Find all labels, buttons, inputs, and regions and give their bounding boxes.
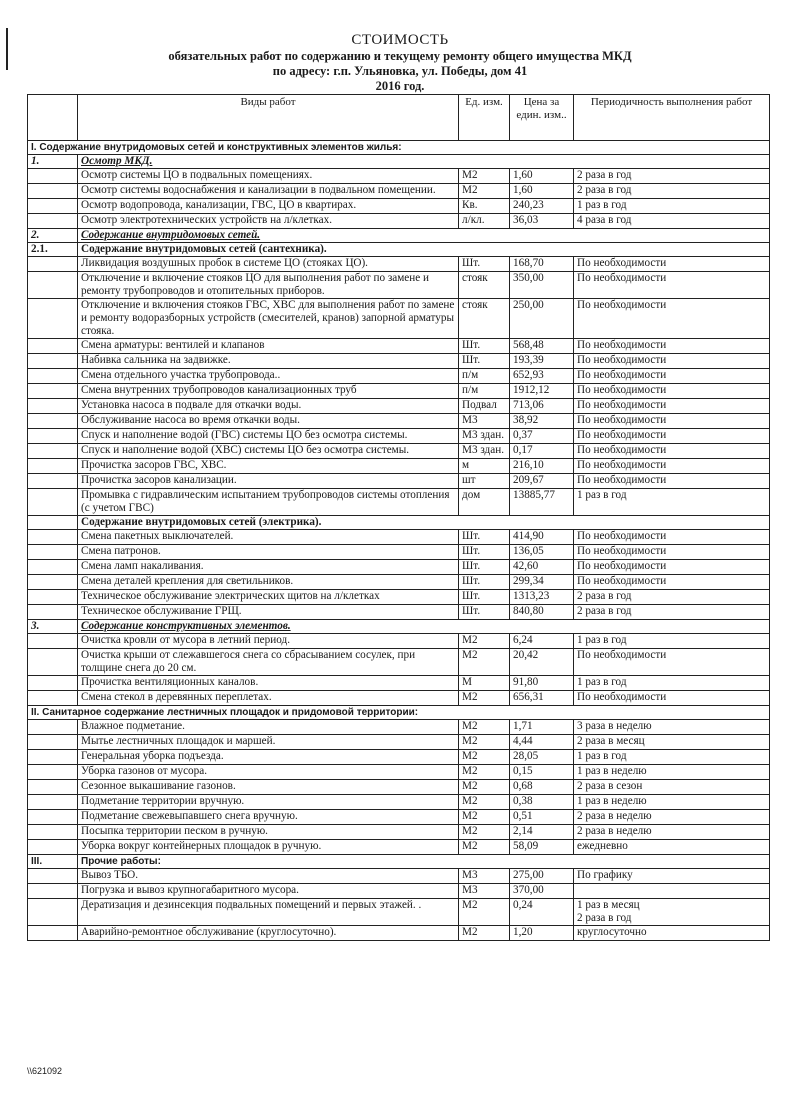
row-number: [28, 765, 78, 780]
work-price: 209,67: [510, 474, 574, 489]
section-title: II. Санитарное содержание лестничных площадок и придомовой территории:: [28, 706, 770, 720]
work-unit: М2: [459, 765, 510, 780]
work-unit: Подвал: [459, 399, 510, 414]
work-name: Смена внутренних трубопроводов канализационных труб: [78, 384, 459, 399]
work-period: круглосуточно: [574, 926, 770, 941]
table-row: [28, 414, 770, 429]
work-price: 656,31: [510, 691, 574, 706]
work-unit: п/м: [459, 369, 510, 384]
work-unit: М2: [459, 649, 510, 676]
work-price: 713,06: [510, 399, 574, 414]
work-period: 3 раза в неделю: [574, 720, 770, 735]
work-name: Установка насоса в подвале для откачки воды.: [78, 399, 459, 414]
row-number: [28, 399, 78, 414]
table-row: [28, 474, 770, 489]
work-price: 350,00: [510, 272, 574, 299]
work-name: Отключение и включения стояков ГВС, ХВС для выполнения работ по замене и ремонту водоразборных устройств (смесителей, кранов) запорной арматуры стояка.: [78, 299, 459, 339]
row-number: [28, 649, 78, 676]
header-price: Цена за един. изм..: [510, 95, 574, 141]
row-number: [28, 272, 78, 299]
table-row: [28, 825, 770, 840]
row-number: [28, 634, 78, 649]
table-row: [28, 214, 770, 229]
work-price: 250,00: [510, 299, 574, 339]
work-period: По графику: [574, 869, 770, 884]
work-price: 299,34: [510, 575, 574, 590]
table-row: [28, 720, 770, 735]
table-row: [28, 369, 770, 384]
work-period: 2 раза в год: [574, 590, 770, 605]
row-number: 2.: [28, 229, 78, 243]
work-price: 216,10: [510, 459, 574, 474]
table-row: [28, 384, 770, 399]
row-number: [28, 339, 78, 354]
work-unit: М2: [459, 780, 510, 795]
document-subtitle: обязательных работ по содержанию и текущему ремонту общего имущества МКД: [168, 49, 632, 63]
work-name: Смена арматуры: вентилей и клапанов: [78, 339, 459, 354]
work-price: 193,39: [510, 354, 574, 369]
work-unit: М3: [459, 414, 510, 429]
row-number: [28, 459, 78, 474]
work-unit: М3 здан.: [459, 429, 510, 444]
work-name: Промывка с гидравлическим испытанием трубопроводов системы отопления (с учетом ГВС): [78, 489, 459, 516]
work-name: Смена деталей крепления для светильников.: [78, 575, 459, 590]
work-unit: М2: [459, 810, 510, 825]
works-table-body: [28, 141, 770, 941]
work-name: Осмотр водопровода, канализации, ГВС, ЦО в квартирах.: [78, 199, 459, 214]
work-unit: М3 здан.: [459, 444, 510, 459]
work-unit: стояк: [459, 272, 510, 299]
work-period: 1 раз в год: [574, 634, 770, 649]
work-price: 568,48: [510, 339, 574, 354]
work-period: 1 раз в год: [574, 676, 770, 691]
subgroup-row: [28, 516, 770, 530]
document-address: по адресу: г.п. Ульяновка, ул. Победы, дом 41: [272, 64, 528, 78]
work-unit: Шт.: [459, 354, 510, 369]
work-unit: М2: [459, 840, 510, 855]
work-period: По необходимости: [574, 530, 770, 545]
row-number: [28, 575, 78, 590]
work-price: 36,03: [510, 214, 574, 229]
work-price: 4,44: [510, 735, 574, 750]
work-period: ежедневно: [574, 840, 770, 855]
row-number: [28, 444, 78, 459]
work-price: 840,80: [510, 605, 574, 620]
work-name: Дератизация и дезинсекция подвальных помещений и первых этажей. .: [78, 899, 459, 926]
work-price: 136,05: [510, 545, 574, 560]
row-number: [28, 780, 78, 795]
work-price: 20,42: [510, 649, 574, 676]
subgroup-row: [28, 243, 770, 257]
work-unit: Шт.: [459, 530, 510, 545]
table-row: [28, 530, 770, 545]
table-row: [28, 489, 770, 516]
table-row: [28, 869, 770, 884]
table-row: [28, 459, 770, 474]
work-price: 1,60: [510, 184, 574, 199]
work-name: Влажное подметание.: [78, 720, 459, 735]
work-price: 1313,23: [510, 590, 574, 605]
work-price: 0,24: [510, 899, 574, 926]
work-unit: шт: [459, 474, 510, 489]
work-name: Посыпка территории песком в ручную.: [78, 825, 459, 840]
row-number: [28, 530, 78, 545]
table-row: [28, 560, 770, 575]
table-row: [28, 676, 770, 691]
work-period: 1 раз в год: [574, 750, 770, 765]
row-number: [28, 840, 78, 855]
work-period: По необходимости: [574, 429, 770, 444]
work-name: Мытье лестничных площадок и маршей.: [78, 735, 459, 750]
table-row: [28, 184, 770, 199]
work-unit: Шт.: [459, 339, 510, 354]
work-name: Очистка крыши от слежавшегося снега со сбрасыванием сосулек, при толщине снега до 20 см.: [78, 649, 459, 676]
work-price: 91,80: [510, 676, 574, 691]
row-number: [28, 869, 78, 884]
row-number: [28, 825, 78, 840]
work-unit: М2: [459, 720, 510, 735]
work-period: 2 раза в сезон: [574, 780, 770, 795]
row-number: [28, 795, 78, 810]
work-price: 6,24: [510, 634, 574, 649]
row-number: 2.1.: [28, 243, 78, 257]
work-price: 58,09: [510, 840, 574, 855]
row-number: [28, 545, 78, 560]
row-number: [28, 429, 78, 444]
table-row: [28, 545, 770, 560]
work-name: Смена ламп накаливания.: [78, 560, 459, 575]
document-title: СТОИМОСТЬ: [351, 32, 449, 48]
work-price: 0,37: [510, 429, 574, 444]
work-name: Генеральная уборка подъезда.: [78, 750, 459, 765]
table-row: [28, 795, 770, 810]
row-number: [28, 676, 78, 691]
work-period: 2 раза в неделю: [574, 825, 770, 840]
work-name: Прочистка засоров канализации.: [78, 474, 459, 489]
work-price: 1,71: [510, 720, 574, 735]
table-row: [28, 810, 770, 825]
work-name: Уборка газонов от мусора.: [78, 765, 459, 780]
work-unit: стояк: [459, 299, 510, 339]
table-row: [28, 299, 770, 339]
table-row: [28, 750, 770, 765]
work-price: 370,00: [510, 884, 574, 899]
work-period: По необходимости: [574, 384, 770, 399]
work-unit: л/кл.: [459, 214, 510, 229]
row-number: [28, 720, 78, 735]
work-price: 0,15: [510, 765, 574, 780]
table-row: [28, 884, 770, 899]
work-name: Ликвидация воздушных пробок в системе ЦО (стояках ЦО).: [78, 257, 459, 272]
work-period: По необходимости: [574, 339, 770, 354]
table-header-row: [28, 95, 770, 141]
work-price: 240,23: [510, 199, 574, 214]
table-row: [28, 169, 770, 184]
row-number: [28, 810, 78, 825]
document-header: [0, 32, 800, 94]
work-name: Техническое обслуживание электрических щитов на л/клетках: [78, 590, 459, 605]
work-price: 42,60: [510, 560, 574, 575]
section-title: I. Содержание внутридомовых сетей и конструктивных элементов жилья:: [28, 141, 770, 155]
work-name: Вывоз ТБО.: [78, 869, 459, 884]
work-price: 275,00: [510, 869, 574, 884]
work-period: По необходимости: [574, 691, 770, 706]
work-unit: Шт.: [459, 575, 510, 590]
table-row: [28, 840, 770, 855]
header-name: Виды работ: [78, 95, 459, 141]
table-row: [28, 575, 770, 590]
header-period: Периодичность выполнения работ: [574, 95, 770, 141]
work-unit: Шт.: [459, 257, 510, 272]
work-name: Обслуживание насоса во время откачки воды.: [78, 414, 459, 429]
row-number: [28, 257, 78, 272]
row-number: [28, 750, 78, 765]
work-price: 1912,12: [510, 384, 574, 399]
row-number: [28, 169, 78, 184]
works-table: [27, 94, 770, 941]
work-price: 0,51: [510, 810, 574, 825]
work-period: По необходимости: [574, 369, 770, 384]
row-number: [28, 384, 78, 399]
work-price: 414,90: [510, 530, 574, 545]
table-row: [28, 590, 770, 605]
row-title: Содержание конструктивных элементов.: [78, 620, 770, 634]
row-title: Осмотр МКД.: [78, 155, 770, 169]
row-number: [28, 516, 78, 530]
work-name: Осмотр системы водоснабжения и канализации в подвальном помещении.: [78, 184, 459, 199]
work-period: 1 раз в неделю: [574, 795, 770, 810]
table-row: [28, 257, 770, 272]
row-number: [28, 560, 78, 575]
work-unit: М2: [459, 634, 510, 649]
work-period: По необходимости: [574, 272, 770, 299]
work-name: Погрузка и вывоз крупногабаритного мусора.: [78, 884, 459, 899]
row-number: [28, 489, 78, 516]
work-period: По необходимости: [574, 575, 770, 590]
work-unit: М2: [459, 926, 510, 941]
work-name: Смена пакетных выключателей.: [78, 530, 459, 545]
work-period: По необходимости: [574, 444, 770, 459]
work-period: По необходимости: [574, 560, 770, 575]
section-row: [28, 855, 770, 869]
table-row: [28, 649, 770, 676]
work-name: Спуск и наполнение водой (ГВС) системы ЦО без осмотра системы.: [78, 429, 459, 444]
row-number: [28, 354, 78, 369]
work-unit: Шт.: [459, 605, 510, 620]
work-period: 1 раз в неделю: [574, 765, 770, 780]
work-unit: М2: [459, 899, 510, 926]
section-title: Прочие работы:: [78, 855, 770, 869]
work-unit: М2: [459, 691, 510, 706]
work-name: Набивка сальника на задвижке.: [78, 354, 459, 369]
work-name: Осмотр системы ЦО в подвальных помещениях.: [78, 169, 459, 184]
row-number: [28, 414, 78, 429]
work-name: Прочистка засоров ГВС, ХВС.: [78, 459, 459, 474]
work-unit: м: [459, 459, 510, 474]
table-row: [28, 899, 770, 926]
work-price: 13885,77: [510, 489, 574, 516]
section-row: [28, 706, 770, 720]
work-period: 1 раз в месяц 2 раза в год: [574, 899, 770, 926]
work-price: 28,05: [510, 750, 574, 765]
row-number: [28, 214, 78, 229]
work-period: 1 раз в год: [574, 489, 770, 516]
work-period: По необходимости: [574, 545, 770, 560]
work-name: Аварийно-ремонтное обслуживание (круглосуточно).: [78, 926, 459, 941]
table-row: [28, 691, 770, 706]
work-unit: М3: [459, 884, 510, 899]
work-unit: Шт.: [459, 590, 510, 605]
work-name: Уборка вокруг контейнерных площадок в ручную.: [78, 840, 459, 855]
work-name: Осмотр электротехнических устройств на л/клетках.: [78, 214, 459, 229]
work-period: По необходимости: [574, 414, 770, 429]
work-period: 2 раза в месяц: [574, 735, 770, 750]
work-name: Сезонное выкашивание газонов.: [78, 780, 459, 795]
group-row: [28, 229, 770, 243]
work-period: По необходимости: [574, 399, 770, 414]
work-name: Подметание свежевыпавшего снега вручную.: [78, 810, 459, 825]
row-title: Содержание внутридомовых сетей.: [78, 229, 770, 243]
table-row: [28, 926, 770, 941]
work-unit: Шт.: [459, 560, 510, 575]
work-price: 168,70: [510, 257, 574, 272]
row-number: [28, 926, 78, 941]
table-row: [28, 765, 770, 780]
work-period: По необходимости: [574, 257, 770, 272]
work-price: 0,17: [510, 444, 574, 459]
table-row: [28, 199, 770, 214]
row-number: [28, 369, 78, 384]
work-unit: М2: [459, 169, 510, 184]
table-row: [28, 735, 770, 750]
work-period: 4 раза в год: [574, 214, 770, 229]
work-price: 652,93: [510, 369, 574, 384]
work-unit: М3: [459, 869, 510, 884]
row-number: [28, 474, 78, 489]
work-price: 0,38: [510, 795, 574, 810]
work-unit: М2: [459, 750, 510, 765]
work-period: По необходимости: [574, 354, 770, 369]
table-row: [28, 605, 770, 620]
row-number: [28, 590, 78, 605]
work-period: 2 раза в год: [574, 605, 770, 620]
table-row: [28, 339, 770, 354]
header-unit: Ед. изм.: [459, 95, 510, 141]
work-unit: п/м: [459, 384, 510, 399]
work-period: [574, 884, 770, 899]
table-row: [28, 429, 770, 444]
row-number: 3.: [28, 620, 78, 634]
table-row: [28, 634, 770, 649]
work-name: Смена отдельного участка трубопровода..: [78, 369, 459, 384]
section-number: III.: [28, 855, 78, 869]
work-unit: М: [459, 676, 510, 691]
work-price: 1,60: [510, 169, 574, 184]
row-number: [28, 299, 78, 339]
work-price: 38,92: [510, 414, 574, 429]
work-period: По необходимости: [574, 649, 770, 676]
work-unit: М2: [459, 825, 510, 840]
document-code: \\621092: [27, 1066, 63, 1076]
work-name: Очистка кровли от мусора в летний период.: [78, 634, 459, 649]
work-price: 1,20: [510, 926, 574, 941]
work-period: 2 раза в неделю: [574, 810, 770, 825]
row-number: 1.: [28, 155, 78, 169]
work-period: По необходимости: [574, 459, 770, 474]
work-unit: М2: [459, 184, 510, 199]
work-period: По необходимости: [574, 474, 770, 489]
row-title: Содержание внутридомовых сетей (электрика).: [78, 516, 770, 530]
table-row: [28, 272, 770, 299]
work-period: 2 раза в год: [574, 169, 770, 184]
header-num: [28, 95, 78, 141]
table-row: [28, 354, 770, 369]
row-number: [28, 884, 78, 899]
section-row: [28, 141, 770, 155]
work-period: 2 раза в год: [574, 184, 770, 199]
work-name: Смена патронов.: [78, 545, 459, 560]
row-title: Содержание внутридомовых сетей (сантехника).: [78, 243, 770, 257]
document-year: 2016 год.: [375, 79, 425, 93]
row-number: [28, 184, 78, 199]
table-row: [28, 780, 770, 795]
group-row: [28, 155, 770, 169]
work-price: 0,68: [510, 780, 574, 795]
row-number: [28, 899, 78, 926]
row-number: [28, 199, 78, 214]
row-number: [28, 691, 78, 706]
work-period: 1 раз в год: [574, 199, 770, 214]
work-name: Прочистка вентиляционных каналов.: [78, 676, 459, 691]
work-name: Техническое обслуживание ГРЩ.: [78, 605, 459, 620]
work-name: Отключение и включение стояков ЦО для выполнения работ по замене и ремонту трубопроводов и отопительных приборов.: [78, 272, 459, 299]
work-price: 2,14: [510, 825, 574, 840]
work-name: Спуск и наполнение водой (ХВС) системы ЦО без осмотра системы.: [78, 444, 459, 459]
work-unit: дом: [459, 489, 510, 516]
work-unit: Шт.: [459, 545, 510, 560]
work-name: Подметание территории вручную.: [78, 795, 459, 810]
work-period: По необходимости: [574, 299, 770, 339]
table-row: [28, 399, 770, 414]
work-unit: М2: [459, 795, 510, 810]
work-name: Смена стекол в деревянных переплетах.: [78, 691, 459, 706]
group-row: [28, 620, 770, 634]
work-unit: Кв.: [459, 199, 510, 214]
work-unit: М2: [459, 735, 510, 750]
row-number: [28, 735, 78, 750]
row-number: [28, 605, 78, 620]
table-row: [28, 444, 770, 459]
